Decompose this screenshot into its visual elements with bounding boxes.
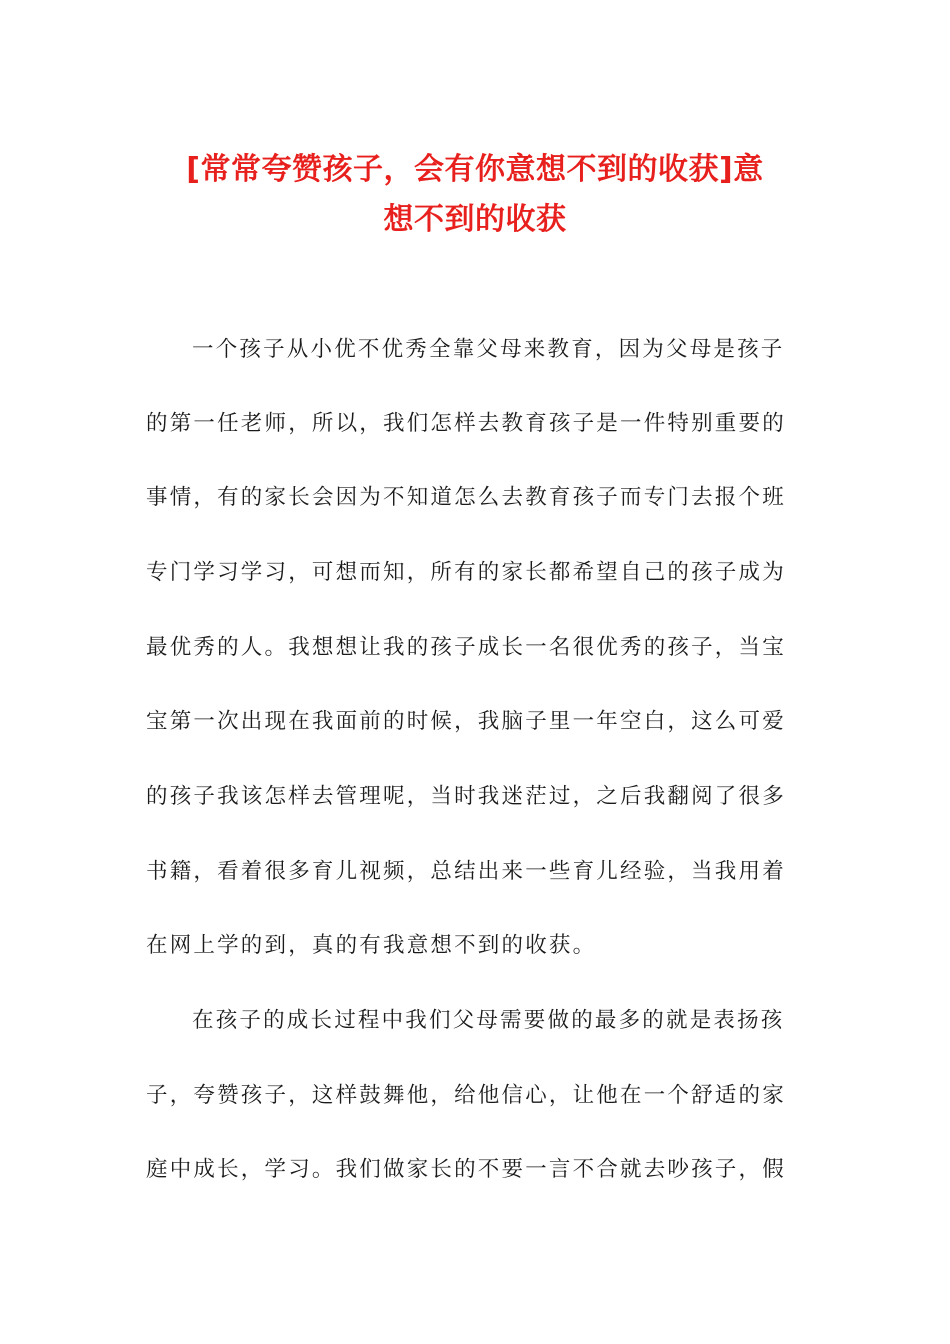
paragraph-line: 专门学习学习，可想而知，所有的家长都希望自己的孩子成为 xyxy=(146,560,786,585)
paragraph-line: 最优秀的人。我想想让我的孩子成长一名很优秀的孩子，当宝 xyxy=(146,635,786,660)
document-title-line-1: [常常夸赞孩子，会有你意想不到的收获]意 xyxy=(186,152,764,187)
paragraph-line: 事情，有的家长会因为不知道怎么去教育孩子而专门去报个班 xyxy=(146,485,786,510)
paragraph-line: 在孩子的成长过程中我们父母需要做的最多的就是表扬孩 xyxy=(192,1008,785,1033)
paragraph-line: 子，夸赞孩子，这样鼓舞他，给他信心，让他在一个舒适的家 xyxy=(146,1083,786,1108)
document-title-line-2: 想不到的收获 xyxy=(383,202,567,237)
paragraph-line: 的孩子我该怎样去管理呢，当时我迷茫过，之后我翻阅了很多 xyxy=(146,784,786,809)
paragraph-line: 书籍，看着很多育儿视频，总结出来一些育儿经验，当我用着 xyxy=(146,859,786,884)
paragraph-line: 在网上学的到，真的有我意想不到的收获。 xyxy=(146,933,597,958)
paragraph-line: 庭中成长，学习。我们做家长的不要一言不合就去吵孩子，假 xyxy=(146,1157,786,1182)
paragraph-line: 的第一任老师，所以，我们怎样去教育孩子是一件特别重要的 xyxy=(146,411,786,436)
paragraph-line: 一个孩子从小优不优秀全靠父母来教育，因为父母是孩子 xyxy=(192,337,785,362)
paragraph-line: 宝第一次出现在我面前的时候，我脑子里一年空白，这么可爱 xyxy=(146,709,786,734)
